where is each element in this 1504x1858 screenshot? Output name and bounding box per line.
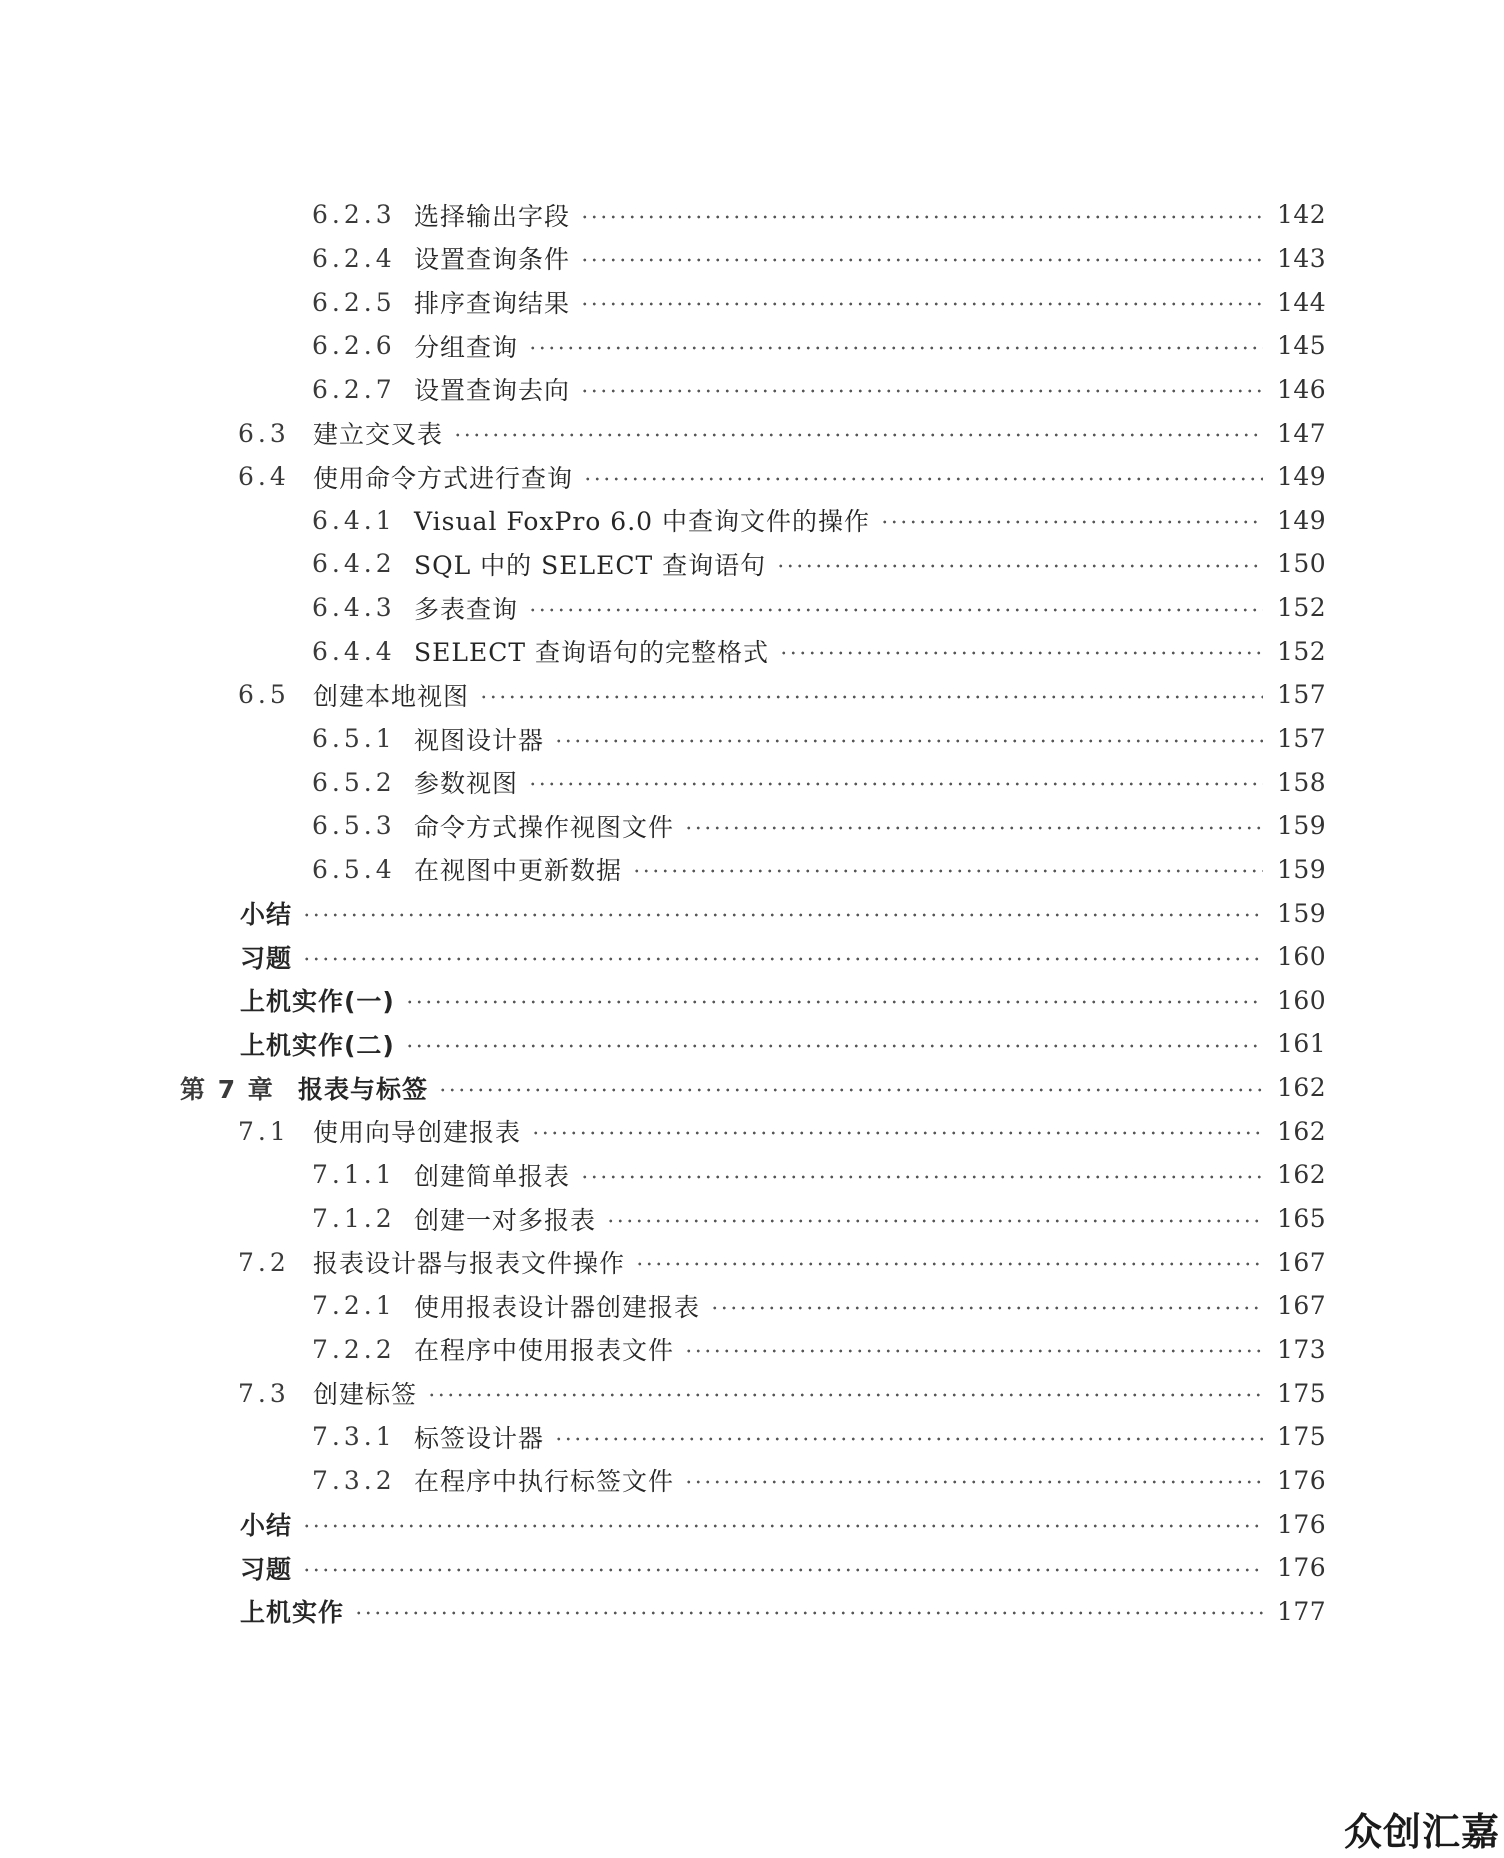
toc-entry-title: 在程序中使用报表文件 bbox=[414, 1336, 675, 1366]
dot-leader bbox=[354, 1611, 1263, 1615]
toc-entry-number: 6.4.1 bbox=[312, 505, 396, 535]
dot-leader bbox=[438, 1088, 1263, 1092]
toc-entry-title: 设置查询去向 bbox=[414, 376, 571, 406]
watermark-logo: 众创汇嘉 bbox=[1343, 1810, 1500, 1854]
table-of-contents bbox=[0, 193, 1504, 1633]
dot-leader bbox=[580, 389, 1263, 393]
dot-leader bbox=[580, 1175, 1263, 1179]
toc-entry-page-number: 159 bbox=[1277, 811, 1327, 841]
dot-leader bbox=[632, 869, 1263, 873]
toc-entry-page-number: 149 bbox=[1277, 462, 1327, 492]
dot-leader bbox=[531, 1131, 1263, 1135]
toc-entry-title: 设置查询条件 bbox=[414, 245, 571, 275]
toc-entry-title: 上机实作(二) bbox=[240, 1030, 395, 1060]
toc-entry-number: 6.5 bbox=[238, 680, 290, 710]
toc-entry[interactable] bbox=[0, 935, 1504, 979]
toc-entry-page-number: 165 bbox=[1277, 1204, 1327, 1234]
toc-entry-number: 6.3 bbox=[238, 418, 290, 448]
toc-entry-number: 7.1.2 bbox=[312, 1204, 396, 1234]
dot-leader bbox=[583, 477, 1263, 481]
toc-entry[interactable] bbox=[0, 1590, 1504, 1634]
dot-leader bbox=[405, 1044, 1263, 1048]
dot-leader bbox=[554, 739, 1263, 743]
toc-entry-title: 使用报表设计器创建报表 bbox=[414, 1292, 701, 1322]
toc-entry[interactable] bbox=[0, 324, 1504, 368]
toc-entry-number: 6.2.3 bbox=[312, 200, 396, 230]
toc-entry-title: 习题 bbox=[240, 943, 293, 973]
dot-leader bbox=[302, 913, 1263, 917]
toc-entry-number: 7.3.2 bbox=[312, 1465, 396, 1495]
toc-entry-title: 创建本地视图 bbox=[313, 681, 470, 711]
toc-entry-number: 7.1.1 bbox=[312, 1160, 396, 1190]
dot-leader bbox=[606, 1219, 1263, 1223]
toc-entry-title: 小结 bbox=[240, 1511, 293, 1541]
toc-entry[interactable] bbox=[0, 237, 1504, 281]
toc-entry-number: 7.3.1 bbox=[312, 1422, 396, 1452]
toc-entry-page-number: 142 bbox=[1277, 200, 1327, 230]
toc-entry-title: SQL 中的 SELECT 查询语句 bbox=[414, 550, 767, 580]
toc-entry-title: 使用向导创建报表 bbox=[313, 1118, 522, 1148]
toc-entry-page-number: 162 bbox=[1277, 1160, 1327, 1190]
toc-entry[interactable] bbox=[0, 1328, 1504, 1372]
toc-entry-page-number: 157 bbox=[1277, 680, 1327, 710]
toc-entry-title: SELECT 查询语句的完整格式 bbox=[414, 638, 769, 668]
toc-entry[interactable] bbox=[0, 542, 1504, 586]
dot-leader bbox=[880, 520, 1263, 524]
toc-entry-title: 创建简单报表 bbox=[414, 1161, 571, 1191]
toc-entry-page-number: 173 bbox=[1277, 1334, 1327, 1364]
toc-entry-number: 第 7 章 bbox=[180, 1074, 275, 1104]
dot-leader bbox=[302, 1524, 1263, 1528]
toc-entry[interactable] bbox=[0, 1022, 1504, 1066]
toc-entry[interactable] bbox=[0, 498, 1504, 542]
toc-entry-page-number: 158 bbox=[1277, 767, 1327, 797]
toc-entry-title: 命令方式操作视图文件 bbox=[414, 812, 675, 842]
toc-entry-title: 创建标签 bbox=[313, 1380, 418, 1410]
dot-leader bbox=[528, 608, 1263, 612]
toc-entry[interactable] bbox=[0, 368, 1504, 412]
toc-entry-title: 报表设计器与报表文件操作 bbox=[313, 1249, 626, 1279]
toc-entry[interactable] bbox=[0, 1502, 1504, 1546]
dot-leader bbox=[580, 215, 1263, 219]
dot-leader bbox=[554, 1437, 1263, 1441]
toc-entry-number: 6.4.4 bbox=[312, 636, 396, 666]
toc-entry-page-number: 150 bbox=[1277, 549, 1327, 579]
toc-entry[interactable] bbox=[0, 760, 1504, 804]
toc-entry-title: 报表与标签 bbox=[298, 1074, 429, 1104]
toc-entry[interactable] bbox=[0, 455, 1504, 499]
toc-entry-page-number: 176 bbox=[1277, 1509, 1327, 1539]
toc-entry[interactable] bbox=[0, 1066, 1504, 1110]
toc-entry-title: 习题 bbox=[240, 1554, 293, 1584]
toc-entry[interactable] bbox=[0, 1546, 1504, 1590]
toc-entry-page-number: 175 bbox=[1277, 1378, 1327, 1408]
dot-leader bbox=[528, 782, 1263, 786]
toc-entry[interactable] bbox=[0, 1240, 1504, 1284]
toc-entry-page-number: 177 bbox=[1277, 1596, 1327, 1626]
toc-entry[interactable] bbox=[0, 891, 1504, 935]
dot-leader bbox=[453, 433, 1263, 437]
toc-entry-page-number: 176 bbox=[1277, 1465, 1327, 1495]
toc-entry-title: 选择输出字段 bbox=[414, 201, 571, 231]
toc-entry[interactable] bbox=[0, 1109, 1504, 1153]
toc-entry[interactable] bbox=[0, 629, 1504, 673]
toc-entry-number: 6.5.2 bbox=[312, 767, 396, 797]
dot-leader bbox=[684, 1349, 1263, 1353]
toc-entry[interactable] bbox=[0, 673, 1504, 717]
toc-entry[interactable] bbox=[0, 717, 1504, 761]
toc-entry[interactable] bbox=[0, 193, 1504, 237]
toc-entry[interactable] bbox=[0, 1459, 1504, 1503]
toc-entry-title: 使用命令方式进行查询 bbox=[313, 463, 574, 493]
toc-entry-page-number: 152 bbox=[1277, 636, 1327, 666]
toc-entry-page-number: 159 bbox=[1277, 854, 1327, 884]
toc-entry[interactable] bbox=[0, 1153, 1504, 1197]
toc-entry[interactable] bbox=[0, 411, 1504, 455]
toc-entry[interactable] bbox=[0, 1284, 1504, 1328]
toc-entry-title: 建立交叉表 bbox=[313, 420, 444, 450]
toc-entry[interactable] bbox=[0, 1197, 1504, 1241]
dot-leader bbox=[779, 651, 1263, 655]
dot-leader bbox=[528, 346, 1263, 350]
dot-leader bbox=[684, 1480, 1263, 1484]
dot-leader bbox=[635, 1262, 1263, 1266]
dot-leader bbox=[710, 1306, 1263, 1310]
toc-entry[interactable] bbox=[0, 280, 1504, 324]
toc-entry-title: 在程序中执行标签文件 bbox=[414, 1467, 675, 1497]
toc-entry-number: 6.2.5 bbox=[312, 287, 396, 317]
dot-leader bbox=[302, 957, 1263, 961]
toc-entry-number: 6.5.3 bbox=[312, 811, 396, 841]
toc-entry-number: 7.1 bbox=[238, 1116, 290, 1146]
toc-entry-number: 7.2 bbox=[238, 1247, 290, 1277]
toc-entry-title: 参数视图 bbox=[414, 769, 519, 799]
toc-entry-page-number: 145 bbox=[1277, 331, 1327, 361]
toc-entry-page-number: 162 bbox=[1277, 1073, 1327, 1103]
toc-entry-page-number: 161 bbox=[1277, 1029, 1327, 1059]
toc-entry-page-number: 147 bbox=[1277, 418, 1327, 448]
toc-entry-number: 6.4.2 bbox=[312, 549, 396, 579]
dot-leader bbox=[302, 1568, 1263, 1572]
toc-entry-number: 6.5.4 bbox=[312, 854, 396, 884]
toc-entry-title: 视图设计器 bbox=[414, 725, 545, 755]
toc-entry-page-number: 144 bbox=[1277, 287, 1327, 317]
dot-leader bbox=[684, 826, 1263, 830]
toc-entry-page-number: 157 bbox=[1277, 724, 1327, 753]
toc-entry-page-number: 162 bbox=[1277, 1116, 1327, 1146]
toc-entry-page-number: 176 bbox=[1277, 1553, 1327, 1583]
toc-entry-title: 创建一对多报表 bbox=[414, 1205, 597, 1235]
toc-entry-page-number: 167 bbox=[1277, 1291, 1327, 1321]
toc-entry[interactable] bbox=[0, 1371, 1504, 1415]
toc-entry-page-number: 152 bbox=[1277, 593, 1327, 623]
toc-entry-page-number: 159 bbox=[1277, 898, 1327, 928]
toc-entry-title: 分组查询 bbox=[414, 332, 519, 362]
toc-entry-number: 7.3 bbox=[238, 1378, 290, 1408]
toc-entry-title: 上机实作 bbox=[240, 1598, 345, 1628]
toc-entry-page-number: 160 bbox=[1277, 942, 1327, 972]
toc-entry-page-number: 160 bbox=[1277, 985, 1327, 1015]
toc-entry-title: 在视图中更新数据 bbox=[414, 856, 623, 886]
toc-entry[interactable] bbox=[0, 848, 1504, 892]
toc-entry-title: 排序查询结果 bbox=[414, 289, 571, 319]
dot-leader bbox=[776, 564, 1263, 568]
toc-entry[interactable] bbox=[0, 804, 1504, 848]
toc-entry[interactable] bbox=[0, 1415, 1504, 1459]
toc-entry-number: 6.2.4 bbox=[312, 243, 396, 273]
toc-entry[interactable] bbox=[0, 979, 1504, 1023]
dot-leader bbox=[580, 258, 1263, 262]
toc-entry-page-number: 143 bbox=[1277, 243, 1327, 273]
toc-entry-number: 6.5.1 bbox=[312, 724, 396, 753]
toc-entry-number: 6.2.6 bbox=[312, 331, 396, 361]
dot-leader bbox=[405, 1000, 1263, 1004]
toc-entry-page-number: 149 bbox=[1277, 505, 1327, 535]
toc-entry-number: 6.4 bbox=[238, 462, 290, 492]
toc-entry-page-number: 146 bbox=[1277, 374, 1327, 404]
toc-entry[interactable] bbox=[0, 586, 1504, 630]
dot-leader bbox=[580, 302, 1263, 306]
toc-entry-page-number: 167 bbox=[1277, 1247, 1327, 1277]
toc-entry-title: 上机实作(一) bbox=[240, 987, 395, 1017]
toc-entry-number: 7.2.2 bbox=[312, 1334, 396, 1364]
toc-entry-number: 6.4.3 bbox=[312, 593, 396, 623]
toc-entry-number: 7.2.1 bbox=[312, 1291, 396, 1321]
dot-leader bbox=[427, 1393, 1263, 1397]
toc-entry-title: 标签设计器 bbox=[414, 1423, 545, 1453]
toc-entry-title: 多表查询 bbox=[414, 594, 519, 624]
toc-entry-page-number: 175 bbox=[1277, 1422, 1327, 1452]
dot-leader bbox=[479, 695, 1263, 699]
toc-entry-number: 6.2.7 bbox=[312, 374, 396, 404]
toc-entry-title: 小结 bbox=[240, 900, 293, 930]
toc-entry-title: Visual FoxPro 6.0 中查询文件的操作 bbox=[414, 507, 870, 537]
